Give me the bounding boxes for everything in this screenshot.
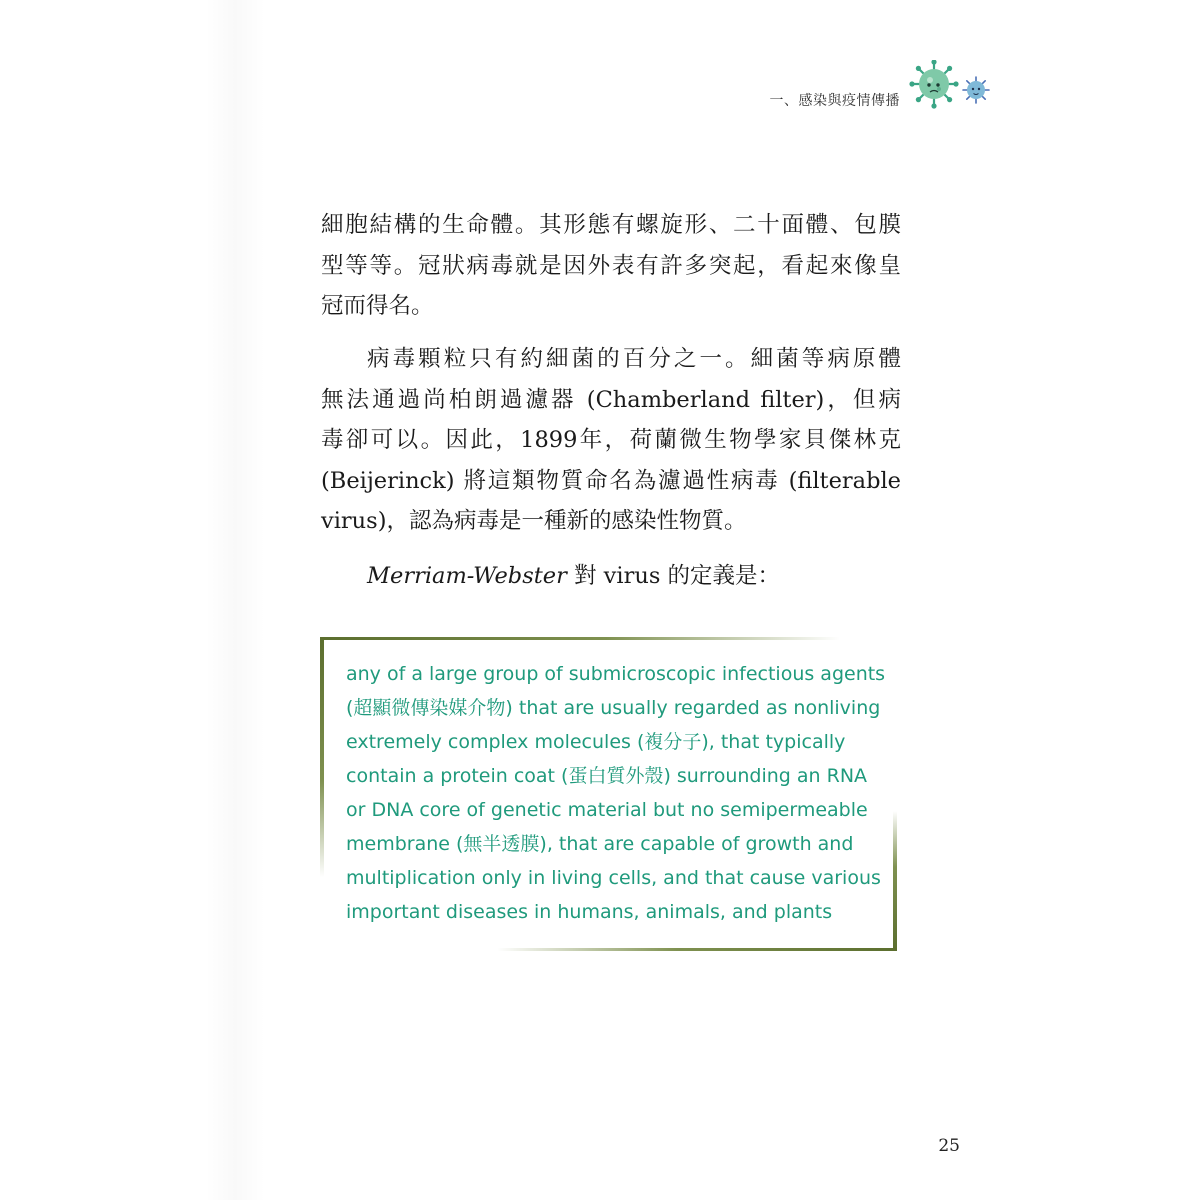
definition-line: extremely complex molecules (複分子), that typically [346, 731, 846, 753]
box-border-left [320, 637, 324, 877]
definition-line: membrane (無半透膜), that are capable of growth and [346, 833, 854, 855]
text-line: 毒卻可以。因此，1899年，荷蘭微生物學家貝傑林克 [321, 427, 901, 453]
definition-line: important diseases in humans, animals, and plants [346, 901, 833, 923]
definition-intro: 對 virus 的定義是： [566, 563, 781, 589]
text-line [321, 556, 901, 597]
page-gutter-shadow [205, 0, 265, 1200]
text-line: 型等等。冠狀病毒就是因外表有許多突起，看起來像皇 [321, 252, 901, 279]
box-border-bottom [497, 948, 897, 951]
running-header-title: 一、感染與疫情傳播 [769, 93, 900, 109]
definition-text [346, 657, 886, 929]
cartoon-virus-icon [908, 60, 998, 110]
text-line: virus)，認為病毒是一種新的感染性物質。 [321, 508, 747, 534]
definition-box [320, 637, 897, 951]
body-paragraph-1 [321, 205, 901, 327]
box-border-top [320, 637, 840, 640]
body-paragraph-3 [321, 556, 901, 597]
text-line: (Beijerinck) 將這類物質命名為濾過性病毒 (filterable [321, 467, 901, 494]
definition-line: or DNA core of genetic material but no semipermeable [346, 799, 868, 821]
text-line: 細胞結構的生命體。其形態有螺旋形、二十面體、包膜 [321, 212, 901, 238]
dictionary-name: Merriam-Webster [367, 563, 567, 589]
text-line: 冠而得名。 [321, 293, 434, 319]
definition-line: any of a large group of submicroscopic infectious agents [346, 663, 886, 685]
text-line: 病毒顆粒只有約細菌的百分之一。細菌等病原體 [367, 346, 901, 372]
text-line: 無法通過尚柏朗過濾器 (Chamberland filter)，但病 [321, 386, 901, 413]
definition-line: contain a protein coat (蛋白質外殼) surrounding an RNA [346, 765, 868, 787]
box-border-right [893, 811, 897, 951]
definition-line: multiplication only in living cells, and that cause various [346, 867, 881, 889]
body-paragraph-2 [321, 339, 901, 542]
definition-line: (超顯微傳染媒介物) that are usually regarded as nonliving [346, 697, 881, 719]
page-number: 25 [938, 1136, 960, 1156]
